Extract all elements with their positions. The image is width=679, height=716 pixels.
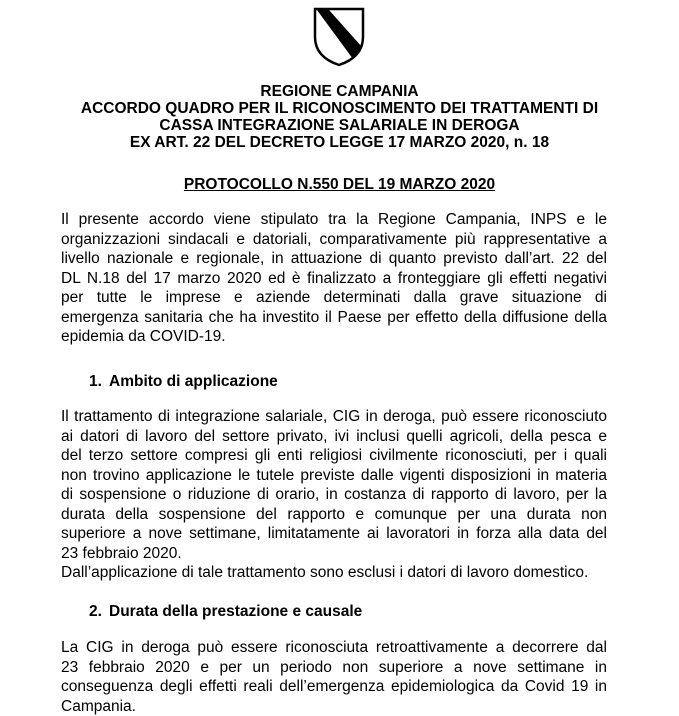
section-title: [89, 373, 278, 391]
section-1-paragraph: [61, 407, 607, 583]
text-line: superiore a nove settimane, limitatamente ai lavoratori in forza alla data del: [61, 524, 607, 544]
text-line: del terzo settore compresi gli enti religiosi civilmente riconosciuti, per i quali: [61, 446, 607, 466]
section-number: 2.: [89, 603, 109, 621]
heading-line: EX ART. 22 DEL DECRETO LEGGE 17 MARZO 2020, n. 18: [0, 134, 679, 151]
heading-line: CASSA INTEGRAZIONE SALARIALE IN DEROGA: [0, 117, 679, 134]
text-line: organizzazioni sindacali e datoriali, comparativamente più rappresentative a: [61, 230, 607, 250]
text-line: DL N.18 del 17 marzo 2020 ed è finalizzato a fronteggiare gli effetti negativi: [61, 269, 607, 289]
text-line: Il presente accordo viene stipulato tra la Regione Campania, INPS e le: [61, 210, 607, 230]
section-2-paragraph: [61, 638, 607, 716]
protocol-title: PROTOCOLLO N.550 DEL 19 MARZO 2020: [0, 176, 679, 194]
section-title-text: Durata della prestazione e causale: [109, 603, 362, 620]
text-line: durata della sospensione del rapporto e comunque per una durata non: [61, 505, 607, 525]
text-line: epidemia da COVID-19.: [61, 327, 607, 347]
section-title: [89, 603, 362, 621]
text-line: La CIG in deroga può essere riconosciuta retroattivamente a decorrere dal: [61, 638, 607, 658]
text-line: per tutte le imprese e aziende determinati dalla grave situazione di: [61, 288, 607, 308]
text-line: di sospensione o riduzione di orario, in costanza di rapporto di lavoro, per la: [61, 485, 607, 505]
section-title-text: Ambito di applicazione: [109, 373, 278, 390]
section-number: 1.: [89, 373, 109, 391]
text-line: Il trattamento di integrazione salariale, CIG in deroga, può essere riconosciuto: [61, 407, 607, 427]
intro-paragraph: [61, 210, 607, 347]
text-line: Campania.: [61, 697, 607, 716]
text-line: non trovino applicazione le tutele previste dalle vigenti disposizioni in materia: [61, 466, 607, 486]
text-line: ai datori di lavoro del settore privato, ivi inclusi quelli agricoli, della pesca e: [61, 427, 607, 447]
regione-campania-crest-icon: [313, 7, 365, 67]
text-line: conseguenza degli effetti reali dell’emergenza epidemiologica da Covid 19 in: [61, 677, 607, 697]
document-heading: [0, 83, 679, 151]
text-line: livello nazionale e regionale, in attuazione di quanto previsto dall’art. 22 del: [61, 249, 607, 269]
heading-line: REGIONE CAMPANIA: [0, 83, 679, 100]
heading-line: ACCORDO QUADRO PER IL RICONOSCIMENTO DEI TRATTAMENTI DI: [0, 100, 679, 117]
text-line: 23 febbraio 2020 e per un periodo non superiore a nove settimane in: [61, 658, 607, 678]
text-line: emergenza sanitaria che ha investito il Paese per effetto della diffusione della: [61, 308, 607, 328]
text-line: 23 febbraio 2020.: [61, 544, 607, 564]
text-line: Dall’applicazione di tale trattamento sono esclusi i datori di lavoro domestico.: [61, 563, 607, 583]
